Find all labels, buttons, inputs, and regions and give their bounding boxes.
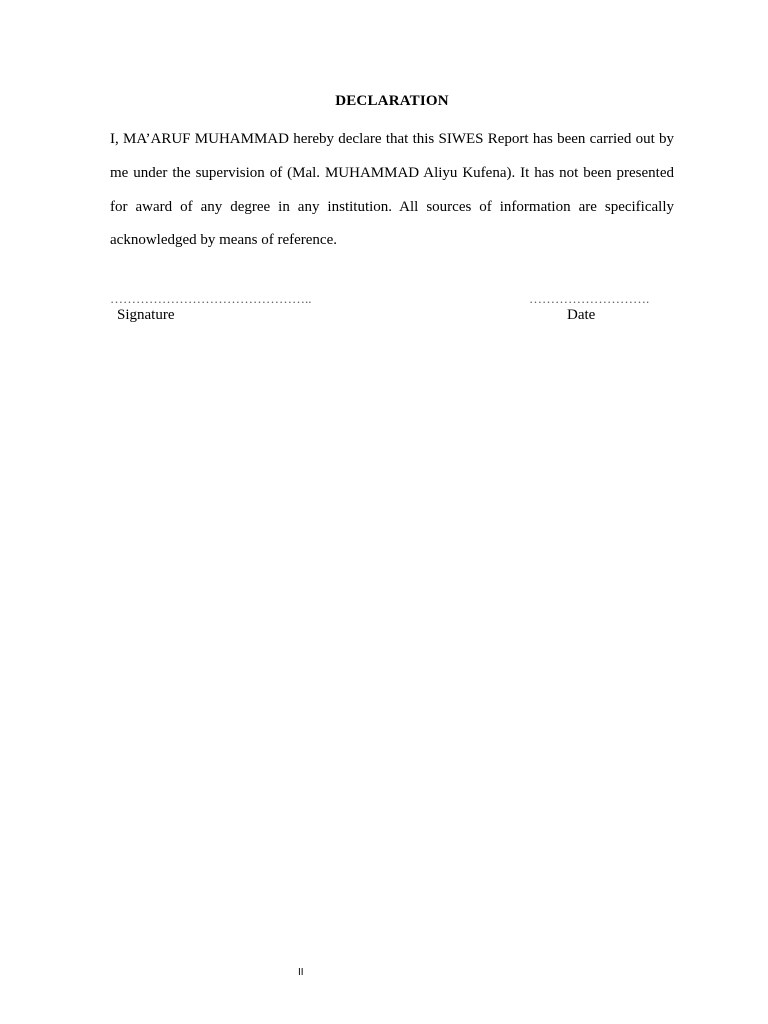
declaration-paragraph: I, MA’ARUF MUHAMMAD hereby declare that this SIWES Report has been carried out by me under the supervision of (Mal. MUHAMMAD Aliyu Kufena). It has not been presented for award of any degree in any institution. All sources of information are specifically acknowledged by means of reference. <box>110 131 674 249</box>
date-line: ………………………. <box>529 291 650 306</box>
signature-line: ……………………………………….. <box>110 291 312 306</box>
signature-label: Signature <box>117 307 175 323</box>
page-title: DECLARATION <box>335 93 449 109</box>
page-number: II <box>298 967 304 978</box>
signature-block <box>110 291 674 331</box>
date-label: Date <box>567 307 596 323</box>
